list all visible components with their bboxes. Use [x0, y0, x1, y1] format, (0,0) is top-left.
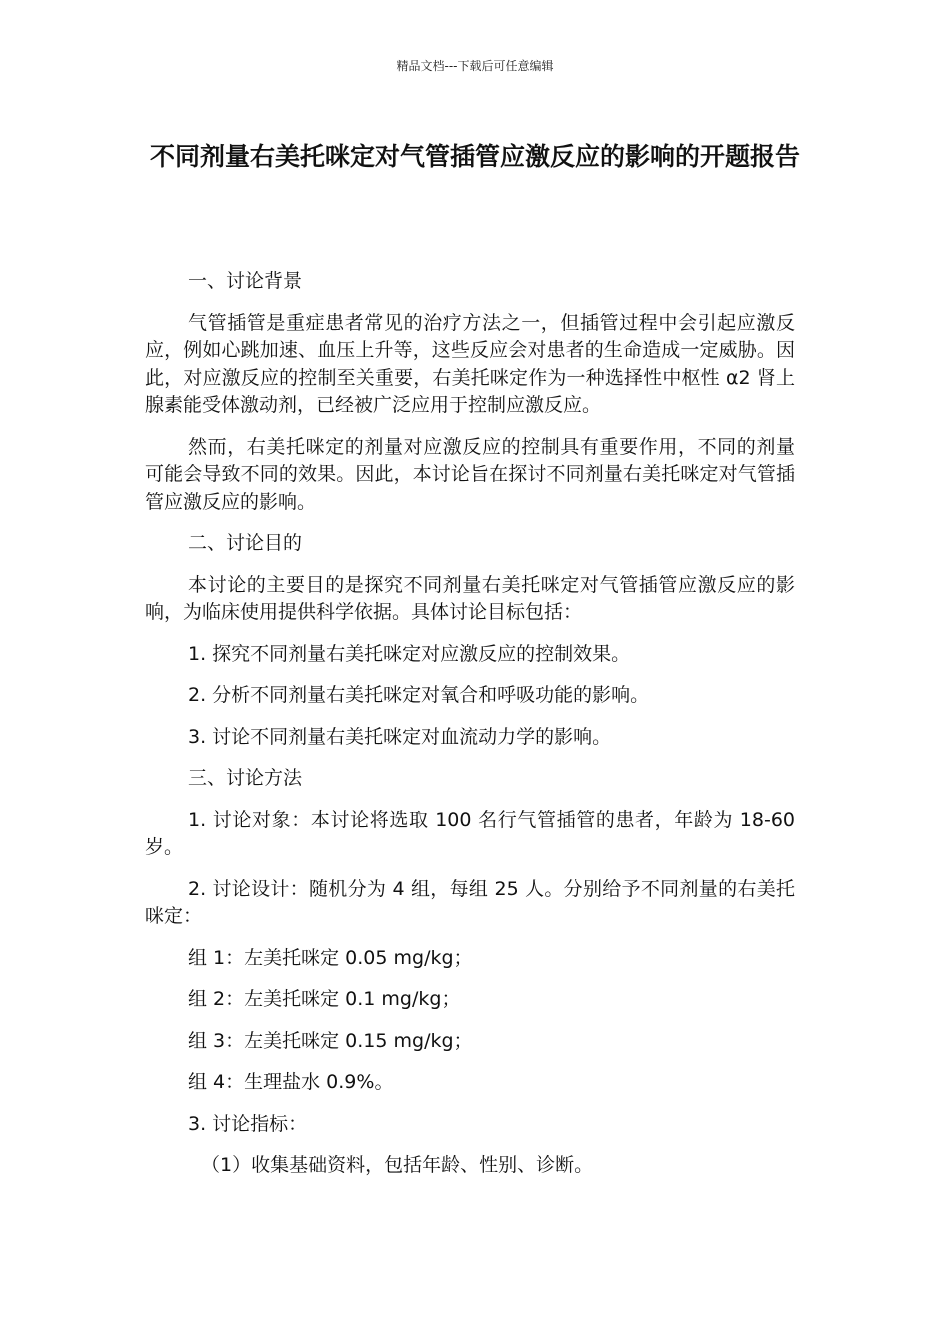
paragraph-purpose: 本讨论的主要目的是探究不同剂量右美托咪定对气管插管应激反应的影响，为临床使用提供科学依据。具体讨论目标包括： [145, 573, 795, 623]
purpose-item-1: 1. 探究不同剂量右美托咪定对应激反应的控制效果。 [188, 642, 631, 665]
document-body [145, 268, 795, 1194]
group-2-line: 组 2：左美托咪定 0.1 mg/kg； [188, 988, 461, 1010]
group-1-line: 组 1：左美托咪定 0.05 mg/kg； [188, 946, 473, 969]
indicator-sub-item-1: （1）收集基础资料，包括年龄、性别、诊断。 [201, 1154, 594, 1176]
section-heading-purpose: 二、讨论目的 [188, 532, 303, 554]
section-heading-methods: 三、讨论方法 [188, 767, 303, 789]
purpose-item-2: 2. 分析不同剂量右美托咪定对氧合和呼吸功能的影响。 [188, 684, 650, 706]
group-3-line: 组 3：左美托咪定 0.15 mg/kg； [188, 1029, 473, 1052]
methods-item-3: 3. 讨论指标： [188, 1112, 308, 1135]
purpose-item-3: 3. 讨论不同剂量右美托咪定对血流动力学的影响。 [188, 725, 612, 748]
group-4-line: 组 4：生理盐水 0.9%。 [188, 1071, 394, 1093]
page-header-note: 精品文档---下载后可任意编辑 [396, 59, 554, 73]
section-heading-background: 一、讨论背景 [188, 270, 303, 292]
methods-item-1: 1. 讨论对象：本讨论将选取 100 名行气管插管的患者，年龄为 18-60 岁。 [145, 808, 795, 858]
paragraph-background-1: 气管插管是重症患者常见的治疗方法之一，但插管过程中会引起应激反应，例如心跳加速、血压上升等，这些反应会对患者的生命造成一定威胁。因此，对应激反应的控制至关重要，右美托咪定作为一种选择性中枢性 α2 肾上腺素能受体激动剂，已经被广泛应用于控制应激反应。 [145, 311, 795, 416]
paragraph-background-2: 然而，右美托咪定的剂量对应激反应的控制具有重要作用，不同的剂量可能会导致不同的效果。因此，本讨论旨在探讨不同剂量右美托咪定对气管插管应激反应的影响。 [145, 435, 795, 513]
methods-item-2: 2. 讨论设计：随机分为 4 组，每组 25 人。分别给予不同剂量的右美托咪定： [145, 877, 795, 927]
document-title: 不同剂量右美托咪定对气管插管应激反应的影响的开题报告 [149, 142, 800, 171]
